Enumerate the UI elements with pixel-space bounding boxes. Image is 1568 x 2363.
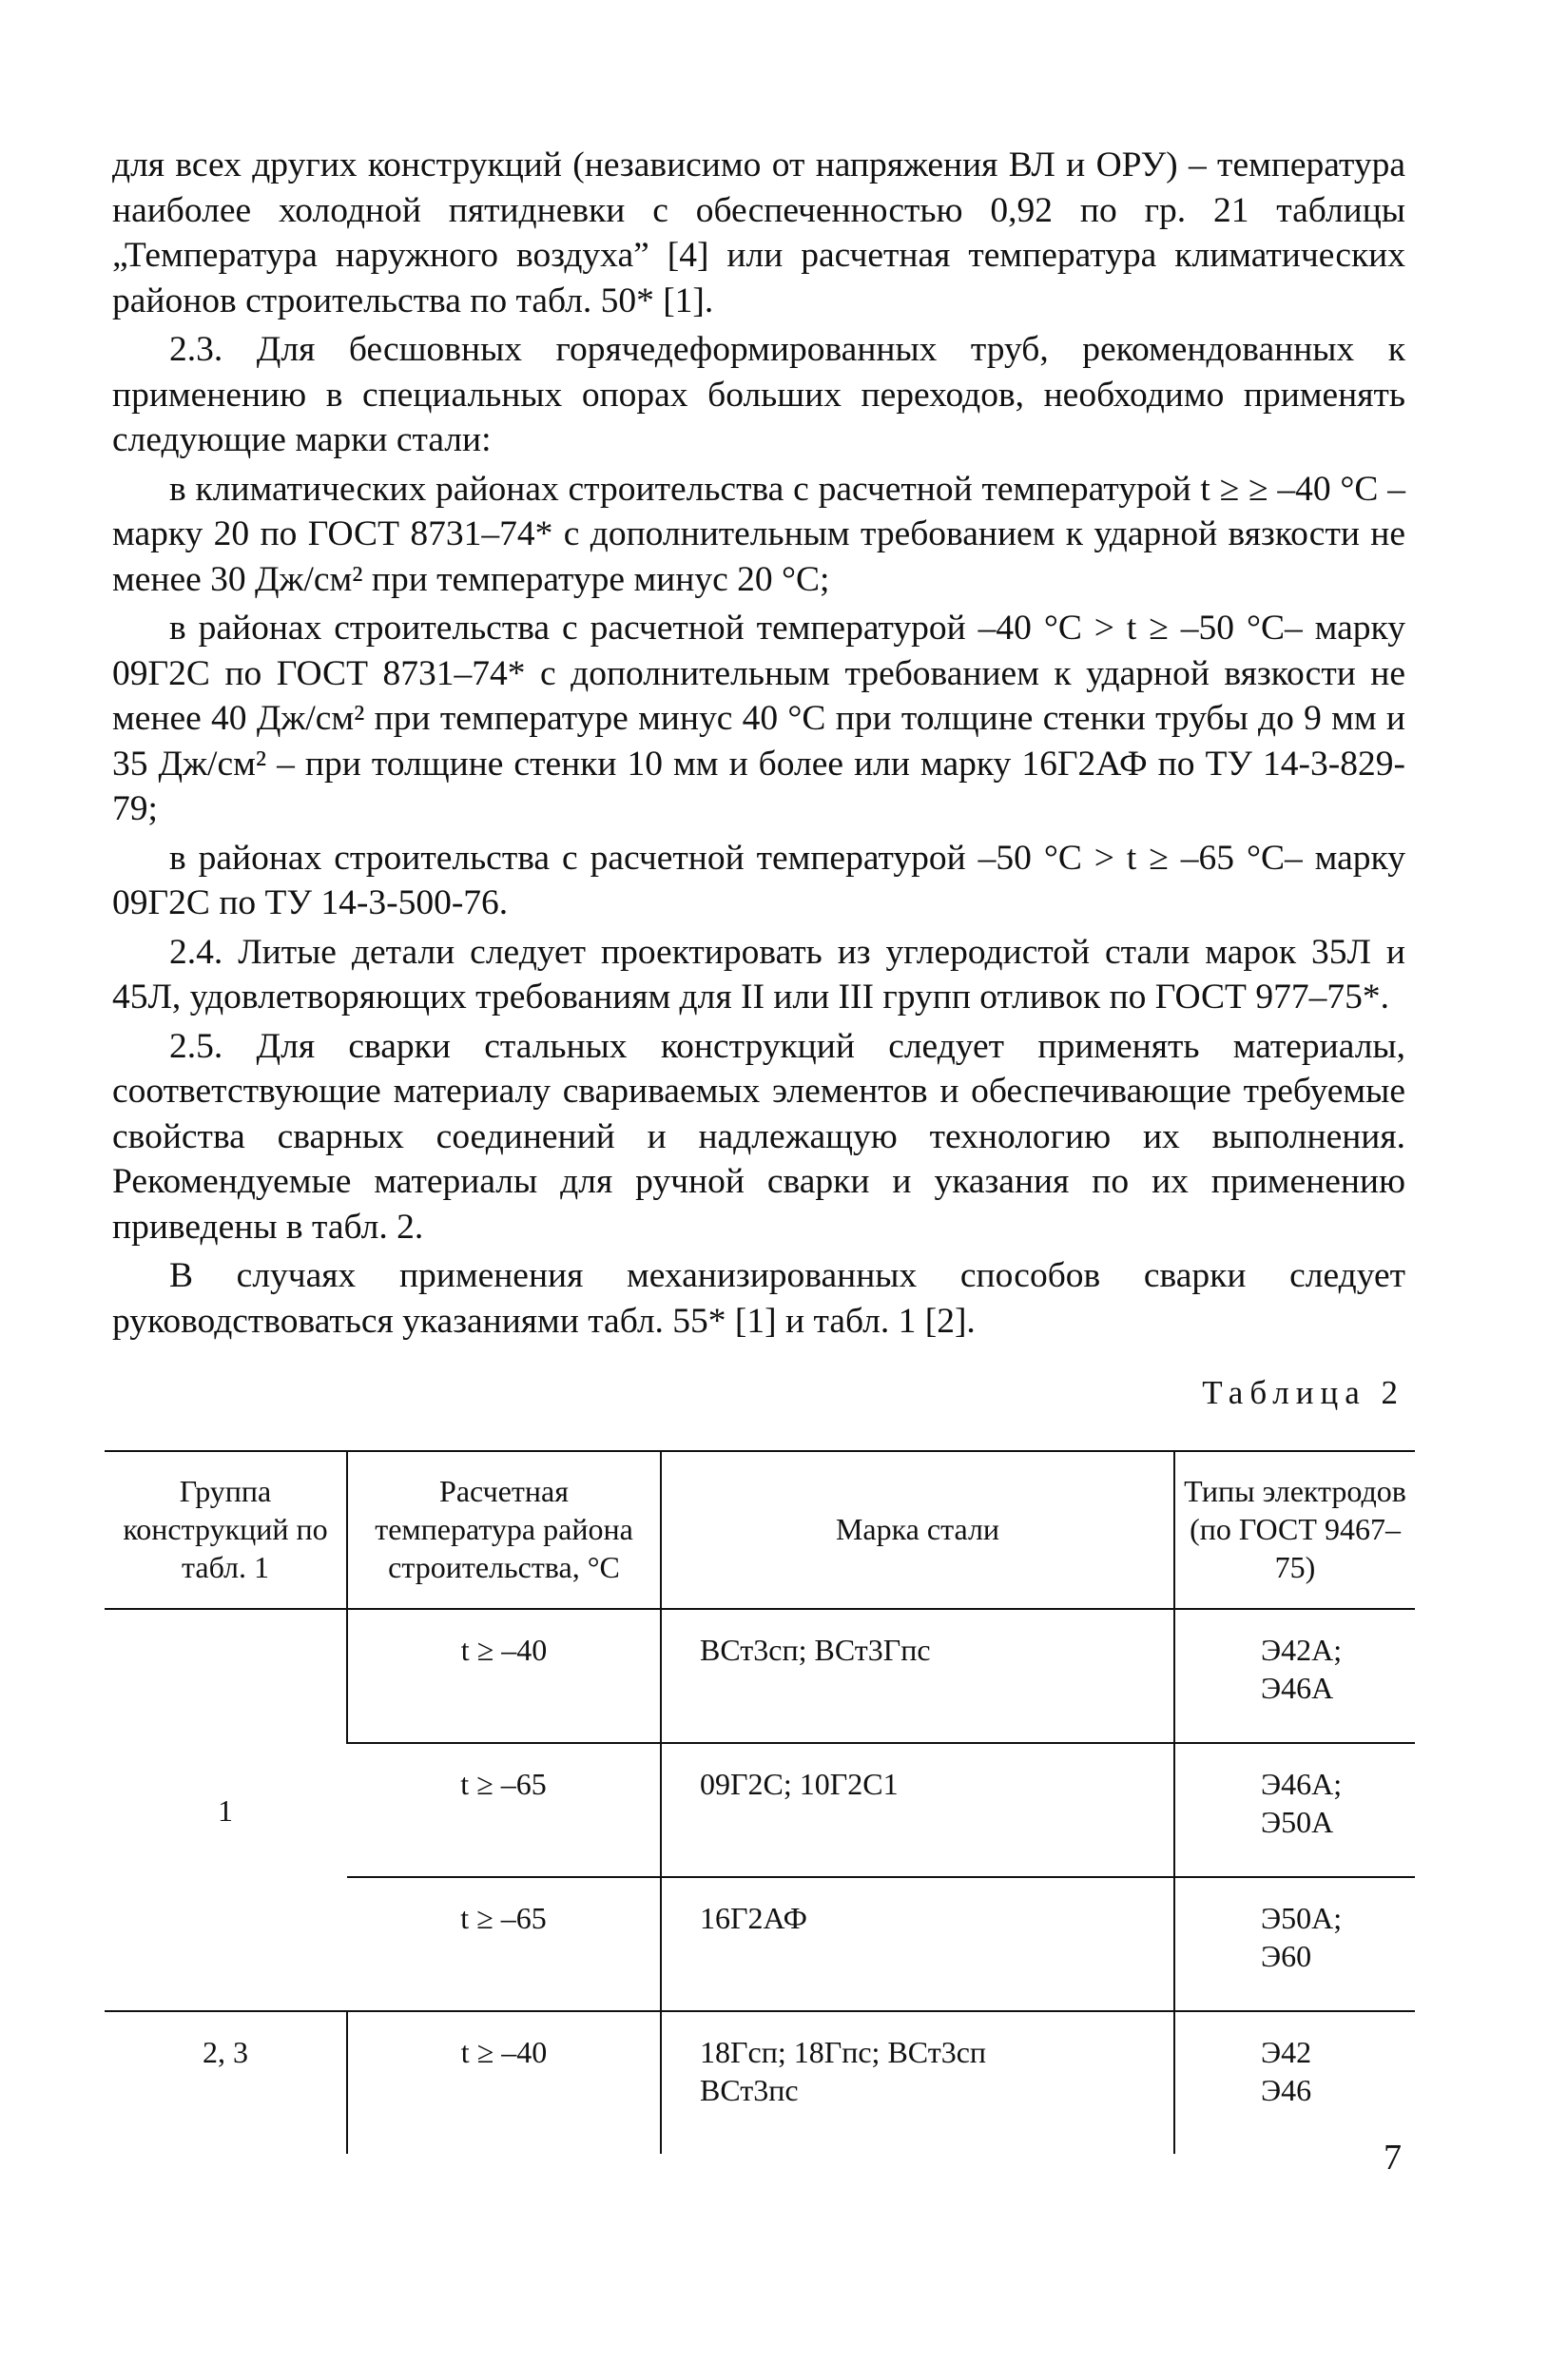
temperature-cell: t ≥ –65 xyxy=(347,1743,661,1877)
group-cell: 2, 3 xyxy=(105,2011,347,2154)
header-temperature: Расчетная температура района строительства, °С xyxy=(347,1451,661,1609)
paragraph-2-5: 2.5. Для сварки стальных конструкций следует применять материалы, соответствующие материалу свариваемых элементов и обеспечивающие требуемые свойства сварных соединений и надлежащую технологию их выполнения. Рекомендуемые материалы для ручной сварки и указания по их применению приведены в табл. 2. xyxy=(112,1026,1405,1247)
table-caption: Таблица 2 xyxy=(1202,1374,1404,1411)
paragraph-2-5-note: В случаях применения механизированных способов сварки следует руководствоваться указаниями табл. 55* [1] и табл. 1 [2]. xyxy=(112,1256,1405,1341)
electrode-cell: Э42А; Э46А xyxy=(1174,1609,1415,1743)
header-group: Группа конструкций по табл. 1 xyxy=(105,1451,347,1609)
steel-grade-cell: 16Г2АФ xyxy=(661,1877,1174,2011)
paragraph-2-4: 2.4. Литые детали следует проектировать из углеродистой стали марок 35Л и 45Л, удовлетворяющих требованиям для II или III групп отливок по ГОСТ 977–75*. xyxy=(112,932,1405,1017)
electrode-cell: Э46А; Э50А xyxy=(1174,1743,1415,1877)
paragraph-2-3: 2.3. Для бесшовных горячедеформированных труб, рекомендованных к применению в специальных опорах больших переходов, необходимо применять следующие марки стали: xyxy=(112,330,1405,459)
table-row xyxy=(105,2011,1415,2154)
steel-grade-cell: 09Г2С; 10Г2С1 xyxy=(661,1743,1174,1877)
electrode-cell: Э50А; Э60 xyxy=(1174,1877,1415,2011)
temperature-cell: t ≥ –40 xyxy=(347,1609,661,1743)
table-header-row xyxy=(105,1451,1415,1609)
header-steel-grade: Марка стали xyxy=(661,1451,1174,1609)
paragraph-1: для всех других конструкций (независимо от напряжения ВЛ и ОРУ) – температура наиболее холодной пятидневки с обеспеченностью 0,92 по гр. 21 таблицы „Температура наружного воздуха” [4] или расчетная температура климатических районов строительства по табл. 50* [1]. xyxy=(112,145,1405,320)
page-number: 7 xyxy=(1384,2138,1402,2178)
temperature-cell: t ≥ –65 xyxy=(347,1877,661,2011)
group-cell: 1 xyxy=(218,1792,233,1828)
paragraph-2-3-item-3: в районах строительства с расчетной температурой –50 °С > t ≥ –65 °С– марку 09Г2С по ТУ 14-3-500-76. xyxy=(112,838,1405,922)
paragraph-2-3-item-2: в районах строительства с расчетной температурой –40 °С > t ≥ –50 °С– марку 09Г2С по ГОСТ 8731–74* с дополнительным требованием к ударной вязкости не менее 40 Дж/см² при температуре минус 40 °С при толщине стенки трубы до 9 мм и 35 Дж/см² – при толщине стенки 10 мм и более или марку 16Г2АФ по ТУ 14-3-829-79; xyxy=(112,609,1405,828)
steel-grade-cell: 18Гсп; 18Гпс; ВСт3сп ВСт3пс xyxy=(661,2011,1174,2154)
body-text xyxy=(112,143,1405,1347)
steel-grade-cell: ВСт3сп; ВСт3Гпс xyxy=(661,1609,1174,1743)
header-electrode-type: Типы электродов (по ГОСТ 9467–75) xyxy=(1174,1451,1415,1609)
paragraph-2-3-item-1: в климатических районах строительства с расчетной температурой t ≥ ≥ –40 °С – марку 20 по ГОСТ 8731–74* с дополнительным требованием к ударной вязкости не менее 30 Дж/см² при температуре минус 20 °С; xyxy=(112,469,1405,599)
electrode-cell: Э42 Э46 xyxy=(1174,2011,1415,2154)
welding-materials-table xyxy=(105,1450,1415,2154)
temperature-cell: t ≥ –40 xyxy=(347,2011,661,2154)
table-row xyxy=(105,1609,1415,1743)
